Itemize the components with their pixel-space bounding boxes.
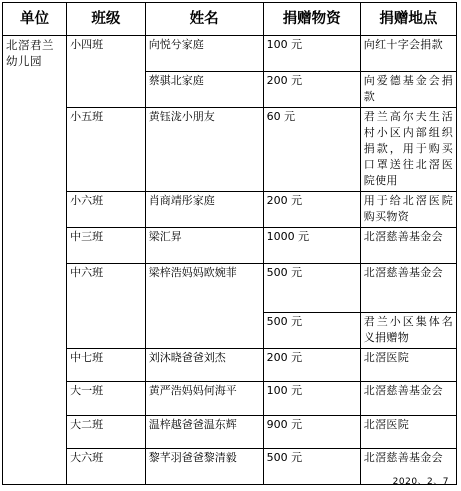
name-cell: 黄严浩妈妈何海平 (145, 382, 263, 416)
table-row (3, 416, 457, 449)
name-cell: 刘沐晓爸爸刘杰 (145, 349, 263, 382)
amount-cell: 100 元 (263, 36, 360, 72)
amount-cell: 500 元 (263, 313, 360, 349)
class-cell: 中六班 (67, 264, 146, 349)
place-cell: 君兰小区集体名义捐赠物 (360, 313, 456, 349)
class-cell: 大二班 (67, 416, 146, 449)
table-row (3, 192, 457, 228)
donation-table (2, 2, 457, 485)
unit-cell: 北滘君兰幼儿园 (3, 36, 67, 485)
class-cell: 大一班 (67, 382, 146, 416)
place-cell: 向红十字会捐款 (360, 36, 456, 72)
name-cell: 梁汇昇 (145, 228, 263, 264)
place-cell: 向爱德基金会捐款 (360, 72, 456, 108)
name-cell: 肖商靖彤家庭 (145, 192, 263, 228)
place-cell: 君兰高尔夫生活村小区内部组织捐款，用于购买口罩送往北滘医院使用 (360, 108, 456, 192)
class-cell: 小四班 (67, 36, 146, 108)
table-row (3, 36, 457, 72)
amount-cell: 200 元 (263, 349, 360, 382)
header-name: 姓名 (145, 3, 263, 36)
table-row (3, 228, 457, 264)
class-cell: 大六班 (67, 449, 146, 485)
table-row (3, 108, 457, 192)
header-class: 班级 (67, 3, 146, 36)
table-row (3, 382, 457, 416)
amount-cell: 1000 元 (263, 228, 360, 264)
table-row (3, 264, 457, 313)
class-cell: 小五班 (67, 108, 146, 192)
amount-cell: 500 元 (263, 449, 360, 485)
place-cell: 北滘医院 (360, 349, 456, 382)
place-cell: 北滘慈善基金会 (360, 264, 456, 313)
header-place: 捐赠地点 (360, 3, 456, 36)
header-amount: 捐赠物资 (263, 3, 360, 36)
table-row (3, 349, 457, 382)
place-cell: 北滘慈善基金会 (360, 228, 456, 264)
class-cell: 中三班 (67, 228, 146, 264)
class-cell: 小六班 (67, 192, 146, 228)
amount-cell: 100 元 (263, 382, 360, 416)
place-cell: 北滘医院 (360, 416, 456, 449)
name-cell: 蔡骐北家庭 (145, 72, 263, 108)
amount-cell: 200 元 (263, 72, 360, 108)
place-cell: 用于给北滘医院购买物资 (360, 192, 456, 228)
amount-cell: 60 元 (263, 108, 360, 192)
amount-cell: 200 元 (263, 192, 360, 228)
name-cell: 向悦兮家庭 (145, 36, 263, 72)
name-cell: 黄钰泷小朋友 (145, 108, 263, 192)
place-cell: 北滘慈善基金会 (360, 382, 456, 416)
name-cell: 温梓越爸爸温东辉 (145, 416, 263, 449)
amount-cell: 500 元 (263, 264, 360, 313)
class-cell: 中七班 (67, 349, 146, 382)
header-row (3, 3, 457, 36)
date-label: 2020、2、7 (392, 477, 449, 487)
name-cell: 黎芊羽爸爸黎清毅 (145, 449, 263, 485)
name-cell: 梁梓浩妈妈欧婉菲 (145, 264, 263, 349)
header-unit: 单位 (3, 3, 67, 36)
table-row (3, 449, 457, 485)
amount-cell: 900 元 (263, 416, 360, 449)
place-cell: 北滘慈善基金会 (360, 449, 456, 485)
